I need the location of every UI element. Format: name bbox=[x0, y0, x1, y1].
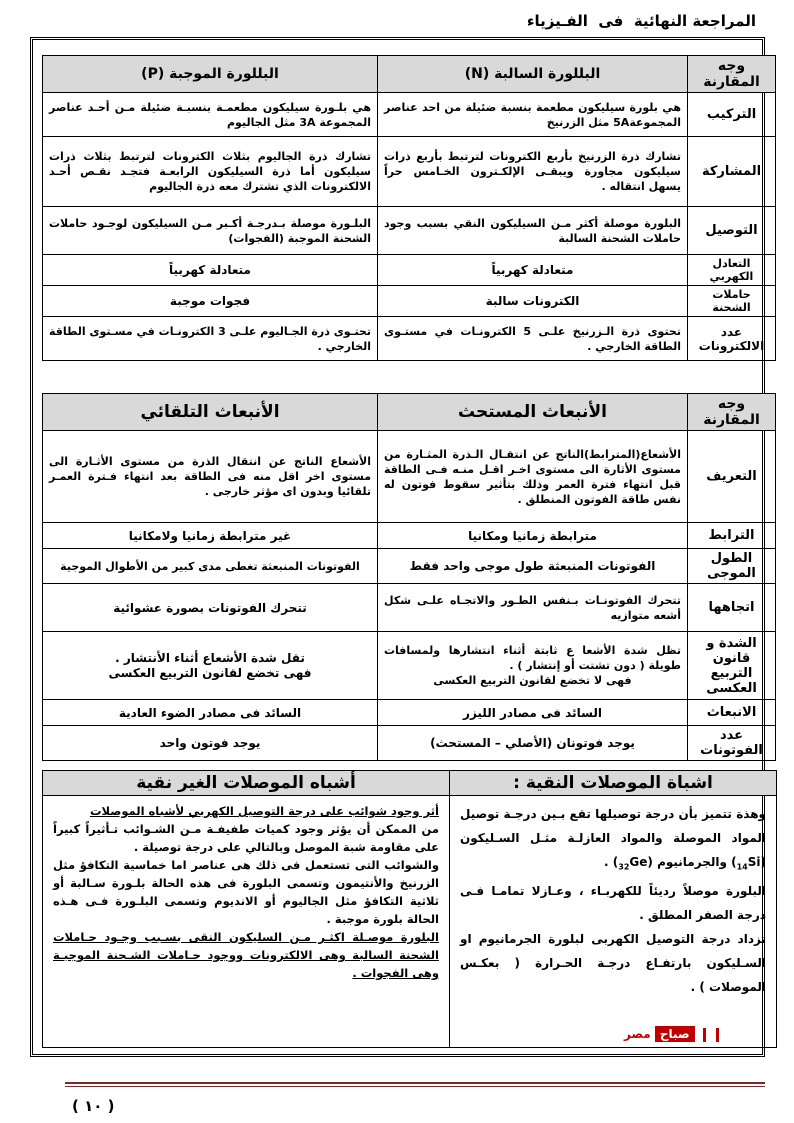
spontaneous-cell: السائد فى مصادر الضوء العادية bbox=[43, 700, 378, 726]
germanium-symbol: $(_{32}Ge)$ bbox=[612, 855, 653, 872]
row-label: التعريف bbox=[688, 431, 776, 523]
col-header-aspect: وجه المقارنة bbox=[688, 56, 776, 93]
pure-zero-kelvin: البلورة موصلاً رديئاً للكهربـاء ، وعـازلا تمامـا فـى درجة الصفر المطلق . bbox=[460, 884, 766, 923]
pure-semiconductors-title: اشباة الموصلات النقية : bbox=[450, 771, 776, 796]
table-row bbox=[43, 632, 776, 700]
table-row bbox=[43, 431, 776, 523]
row-label: التركيب bbox=[688, 93, 776, 137]
stimulated-cell: الفوتونات المنبعثة طول موجى واحد فقط bbox=[378, 549, 688, 584]
p-cell: فجوات موجبة bbox=[43, 286, 378, 317]
page-number: ( ١٠ ) bbox=[72, 1097, 115, 1115]
col-header-n-crystal: البللورة السالبة (N) bbox=[378, 56, 688, 93]
footer-line bbox=[65, 1086, 765, 1087]
crystal-comparison-table bbox=[42, 55, 776, 361]
col-header-spontaneous: الأنبعاث التلقائي bbox=[43, 394, 378, 431]
table-row bbox=[43, 523, 776, 549]
pure-semiconductors-column bbox=[450, 771, 776, 1047]
spontaneous-cell bbox=[43, 632, 378, 700]
semiconductors-section bbox=[42, 770, 777, 1048]
table-row bbox=[43, 700, 776, 726]
row-label: الشدة و قانون التربيع العكسى bbox=[688, 632, 776, 700]
table-row bbox=[43, 207, 776, 255]
stimulated-cell: تتحرك الفوتونـات بـنفس الطـور والاتجـاه علـى شكل أشعه متوازيه bbox=[378, 584, 688, 632]
pure-temperature-effect: تزداد درجة التوصيل الكهربى لبلورة الجرمانيوم او السـليكون بارتفـاع درجـة الحـرارة ( بعكـس الموصلات ) . bbox=[460, 932, 766, 995]
spontaneous-cell: الفوتونات المنبعثة تغطى مدى كبير من الأطوال الموجية bbox=[43, 549, 378, 584]
stimulated-cell: الأشعاع(المترابط)الناتج عن انتقـال الـذرة المثـارة من مستوى الأثارة الى مستوى اخـر اقـل منـه فـى الطاقة قبل انتهاء فترة العمر وذلك بتأثير سقوط فوتون له نفس طاقة الفوتون المنطلق . bbox=[378, 431, 688, 523]
row-label: المشاركة bbox=[688, 137, 776, 207]
impurity-effect-heading: أثر وجود شوائب على درجة التوصيل الكهربي لأشباه الموصلات bbox=[89, 804, 439, 818]
impurity-types: والشوائب التى تستعمل فى ذلك هى عناصر اما خماسية التكافؤ مثل الزرنيخ والأنتيمون وتسمى البلورة فى هذه الحالة بلـورة سـالبة أو ثلاثية التكافؤ مثل الجاليوم أو الانديوم وتسمى البلـورة فـى هـذه الحالة بلورة موجبة . bbox=[53, 858, 439, 926]
p-cell: تشارك ذرة الجاليوم بثلاث الكترونات لترتبط بثلاث ذرات سيليكون أما ذرة السيليكون الرابعـة فتجـد نقـص أحـد الالكترونات الذي تشترك معه ذرة الجاليوم bbox=[43, 137, 378, 207]
emission-comparison-table bbox=[42, 393, 776, 761]
table-row bbox=[43, 93, 776, 137]
n-cell: البلورة موصلة أكثر مـن السيليكون النقي بسبب وجود حاملات الشحنة السالبة bbox=[378, 207, 688, 255]
row-label: الترابط bbox=[688, 523, 776, 549]
impure-semiconductors-title: أشباه الموصلات الغير نقية bbox=[43, 771, 449, 796]
p-cell: البلـورة موصلة بـدرجـة أكـبر مـن السيليكون لوجـود حاملات الشحنة الموجبة (الفجوات) bbox=[43, 207, 378, 255]
n-cell: الكترونات سالبة bbox=[378, 286, 688, 317]
header-subject: الفـيزياء bbox=[526, 12, 588, 30]
page-header bbox=[36, 12, 756, 38]
stimulated-cell: السائد فى مصادر الليزر bbox=[378, 700, 688, 726]
logo-bars-icon bbox=[703, 1028, 719, 1042]
spontaneous-intensity: تقل شدة الأشعاع أثناء الأنتشار . bbox=[115, 650, 305, 665]
p-cell: تحتـوى ذرة الجـاليوم علـى 3 الكترونـات في مسـتوى الطاقة الخارجي . bbox=[43, 317, 378, 361]
table-row bbox=[43, 317, 776, 361]
n-cell: تشارك ذرة الزرنيخ بأربع الكترونات لترتبط بأربع ذرات سيليكون مجاورة ويبقـى الإلكـترون الخـامس حراً يسهل انتقاله . bbox=[378, 137, 688, 207]
spontaneous-cell: الأشعاع الناتج عن انتقال الذرة من مستوى الأثـارة الى مستوى اخر اقل منه فى الطاقة بعد انتهاء فـترة العمـر تلقائيا وبدون اى مؤثر خارجى . bbox=[43, 431, 378, 523]
stimulated-cell: مترابطة زمانيا ومكانيا bbox=[378, 523, 688, 549]
logo-part1: صباح bbox=[655, 1026, 695, 1042]
silicon-symbol: $(_{14}Si)$ bbox=[731, 855, 766, 872]
pure-semiconductors-body bbox=[450, 796, 776, 999]
row-label: حاملات الشحنة bbox=[688, 286, 776, 317]
impure-semiconductors-body bbox=[43, 796, 449, 982]
stimulated-cell: يوجد فوتونان (الأصلي – المستحث) bbox=[378, 726, 688, 761]
n-cell: تحتوى ذرة الـزرنيخ علـى 5 الكترونـات في مستـوى الطاقة الخارجي . bbox=[378, 317, 688, 361]
table-row bbox=[43, 255, 776, 286]
row-label: عدد الفوتونات bbox=[688, 726, 776, 761]
table-row bbox=[43, 286, 776, 317]
spontaneous-cell: تتحرك الفوتونات بصورة عشوائية bbox=[43, 584, 378, 632]
logo-part2: مصر bbox=[624, 1027, 651, 1041]
row-label: عدد الالكترونات bbox=[688, 317, 776, 361]
footer-line bbox=[65, 1082, 765, 1084]
spontaneous-cell: غير مترابطة زمانيا ولامكانيا bbox=[43, 523, 378, 549]
spontaneous-inverse-square: فهى تخضع لقانون التربيع العكسى bbox=[108, 665, 312, 680]
p-cell: هي بلـورة سيليكون مطعمـة بنسبـة ضئيلة مـن أحـد عناصر المجموعة 3A مثل الجاليوم bbox=[43, 93, 378, 137]
impure-conductivity: البلورة موصـلة اكثـر مـن السليكون النقى بسـبب وجـود حـاملات الشحنة السالبة وهى الالكترونات ووجود حـاملات الشـحنة الموجبـة وهى الفجوات . bbox=[53, 930, 439, 980]
header-connector: فى bbox=[598, 12, 624, 30]
col-header-aspect: وجه المقارنة bbox=[688, 394, 776, 431]
n-cell: متعادلة كهربياً bbox=[378, 255, 688, 286]
n-cell: هي بلورة سيليكون مطعمة بنسبة ضئيلة من احد عناصر المجموعة5A مثل الزرنيخ bbox=[378, 93, 688, 137]
impure-semiconductors-column bbox=[43, 771, 450, 1047]
header-prefix: المراجعة النهائية bbox=[633, 12, 756, 30]
stimulated-inverse-square: فهى لا تخضع لقانون التربيع العكسى bbox=[433, 674, 632, 687]
row-label: التعادل الكهربي bbox=[688, 255, 776, 286]
stimulated-intensity: تظل شدة الأشعا ع ثابتة أثناء انتشارها ولمسافات طويلة ( دون تشتت أو إنتشار ) . bbox=[384, 644, 681, 672]
col-header-p-crystal: البللورة الموجبة (P) bbox=[43, 56, 378, 93]
stimulated-cell bbox=[378, 632, 688, 700]
table-row bbox=[43, 549, 776, 584]
impurity-effect: من الممكن أن يؤثر وجود كميات طفيفـة مـن الشـوائب تـأثيراً كبيراً على مقاومة شبة الموصل وبالتالي على درجة توصيلة . bbox=[53, 822, 439, 854]
table-row bbox=[43, 726, 776, 761]
table-row bbox=[43, 584, 776, 632]
row-label: التوصيل bbox=[688, 207, 776, 255]
row-label: الانبعاث bbox=[688, 700, 776, 726]
pure-definition: وهذة تتميز بأن درجة توصيلها تقع بـين درجـة توصيل المواد الموصلة والمواد العازلـة مثـل السـليكون $(_{14}Si)$ والجرمانيوم $(_{32}Ge)$ . bbox=[460, 807, 766, 872]
p-cell: متعادلة كهربياً bbox=[43, 255, 378, 286]
table-row bbox=[43, 137, 776, 207]
row-label: اتجاهها bbox=[688, 584, 776, 632]
spontaneous-cell: يوجد فوتون واحد bbox=[43, 726, 378, 761]
col-header-stimulated: الأنبعاث المستحث bbox=[378, 394, 688, 431]
publisher-logo bbox=[620, 1026, 730, 1048]
row-label: الطول الموجى bbox=[688, 549, 776, 584]
